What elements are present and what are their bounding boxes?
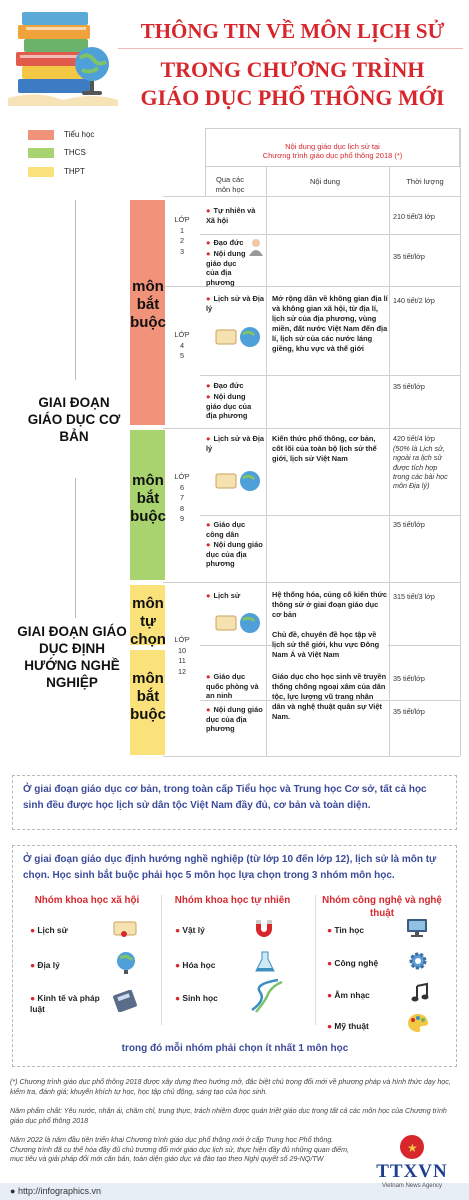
group-social-item: ● Địa lý [30,960,60,970]
content-r8: Giáo dục cho học sinh về truyền thống chống ngoại xâm của dân tộc, lực lượng vũ trang nhân dân và nghệ thuật quân sự Việt Nam. [272,672,387,721]
site-url[interactable] [10,1186,101,1196]
col-header-content: Nội dung [309,177,341,186]
stage-divider [75,200,76,380]
subject-dao-duc: ● Đạo đức [206,238,244,247]
info-box-vocational [12,845,457,1067]
table-header-line2: Chương trình giáo dục phổ thông 2018 (*) [262,151,403,161]
logo-text: TTXVN [376,1161,448,1182]
flask-icon [254,950,276,979]
col-header-time: Thời lượng [406,177,444,186]
time-r7: 315 tiết/3 lớp [393,592,435,601]
time-r4: 35 tiết/lớp [393,382,425,391]
table-row-divider [205,166,460,167]
site-url-text: http://infographics.vn [17,1186,102,1196]
grade-number: 6 [179,482,185,492]
gear-icon [407,950,429,977]
grade-number: 3 [179,246,185,256]
table-row-divider [163,582,460,583]
group-tech-title: Nhóm công nghệ và nghệ thuật [322,895,442,919]
grade-number: 10 [177,645,187,655]
music-note-icon [410,982,430,1009]
logo-subtext: Vietnam News Agency [382,1183,442,1189]
legend-label-thcs: THCS [64,148,86,157]
subject-lich-su-dia-ly: ● Lịch sử và Địa lý [206,434,265,453]
time-r1: 210 tiết/3 lớp [393,212,435,221]
group-social-title: Nhóm khoa học xã hội [34,895,140,906]
col-header-subject: Qua các môn học [215,175,245,194]
page-title-line2: TRONG CHƯƠNG TRÌNH [160,57,425,82]
teacher-icon [248,238,264,261]
grade-group-3 [171,472,193,525]
table-border [389,166,390,756]
table-row-divider [200,234,460,235]
scroll-globe-icon [214,326,264,355]
subject-dia-phuong: ● Nội dung giáo dục của địa phương [206,705,263,734]
table-row-divider [200,375,460,376]
grade-group-1 [171,215,193,257]
calculator-icon [112,990,138,1017]
group-footer: trong đó mỗi nhóm phải chọn ít nhất 1 môn học [121,1043,349,1054]
legend-swatch-thcs [28,148,54,158]
scroll-globe-icon [214,470,264,499]
title-divider [118,48,463,49]
grade-number: 7 [179,493,185,503]
footnote-2: Năm phẩm chất: Yêu nước, nhân ái, chăm chỉ, trung thực, trách nhiệm được quán triệt giáo dục trong tất cả các môn học của Chương trình giáo dục phổ thông 2018 [10,1107,447,1125]
group-natural-title: Nhóm khoa học tự nhiên [174,895,291,906]
table-header-title [205,128,460,166]
table-header-line1: Nội dung giáo dục lịch sử tại [285,142,380,151]
table-row-divider [163,428,460,429]
group-natural-item: ● Sinh học [175,993,218,1003]
subject-lich-su-dia-ly: ● Lịch sử và Địa lý [206,294,265,313]
grade-label: LỚP [174,472,190,481]
subject-tu-nhien-xa-hoi: ● Tự nhiên và Xã hội [206,206,256,225]
group-tech-item: ● Tin học [327,925,365,935]
time-r8: 35 tiết/lớp [393,674,425,683]
info-box-basic [12,775,457,830]
grade-label: LỚP [174,330,190,339]
ttxvn-logo [362,1135,462,1189]
grade-number: 9 [179,514,185,524]
subject-dia-phuong: ● Nội dung giáo dục của địa phương [206,392,252,421]
group-social-item: ● Kinh tế và pháp luật [30,993,100,1014]
page-title-line3: GIÁO DỤC PHỔ THÔNG MỚI [140,85,445,110]
magnet-icon [252,916,276,945]
grade-group-4 [171,635,193,677]
scroll-globe-icon [214,612,264,641]
palette-icon [406,1012,430,1039]
mandatory-label-secondary: môn bắt buộc [130,472,166,525]
grade-number: 2 [179,236,185,246]
table-border [266,166,267,756]
dna-icon [248,978,284,1019]
globe-icon [114,950,138,979]
logo-emblem: ★ [400,1135,424,1159]
table-row-divider [163,196,460,197]
subject-dia-phuong: ● Nội dung giáo dục của địa phương [206,249,246,287]
mandatory-label-high: môn bắt buộc [130,670,166,723]
time-r3: 140 tiết/2 lớp [393,296,435,305]
group-natural-item: ● Hóa học [175,960,216,970]
time-r2: 35 tiết/lớp [393,252,425,261]
stage-vocational-label: GIAI ĐOẠN GIÁO DỤC ĐỊNH HƯỚNG NGHỀ NGHIỆP [17,624,127,690]
subject-dia-phuong: ● Nội dung giáo dục của địa phương [206,540,263,569]
group-divider [161,895,162,1025]
globe-icon: ● [10,1186,16,1196]
grade-label: LỚP [174,635,190,644]
books-illustration [8,2,118,110]
subject-dao-duc: ● Đạo đức [206,381,244,390]
group-tech-item: ● Mỹ thuật [327,1021,369,1031]
group-natural-item: ● Vật lý [175,925,205,935]
grade-group-2 [171,330,193,362]
info-box-basic-text: Ở giai đoạn giáo dục cơ bản, trong toàn cấp Tiểu học và Trung học Cơ sở, tất cả học sinh đều được học lịch sử dân tộc Việt Nam đầy đủ, cơ bản và toàn diện. [23,784,427,811]
legend-label-tieu-hoc: Tiểu học [64,130,95,139]
content-r3: Mở rộng dần về không gian địa lí và không gian xã hội, từ địa lí, lịch sử của địa phương, vùng miền, đất nước Việt Nam đến địa lí, lịch sử của các nước láng giềng, khu vực và thế giới [272,294,388,353]
stage-divider [75,478,76,618]
mandatory-label-primary: môn bắt buộc [130,278,166,331]
footnote-3: Năm 2022 là năm đầu tiên triển khai Chương trình giáo dục phổ thông mới ở cấp Trung học Phổ thông. Chương trình đã cụ thể hóa đầy đủ chủ trương đổi mới giáo dục lịch sử, thực hiện đầy đủ những quan điểm, mục tiêu và giải pháp đổi mới căn bản, toàn diện giáo dục và đào tạo theo Nghị quyết số 29-NQ/TW [10,1136,349,1164]
footnote-1: (*) Chương trình giáo dục phổ thông 2018 được xây dựng theo hướng mở, đặc biệt chú trọng đổi mới về phương pháp và hình thức dạy học, kiểm tra, đánh giá; khuyến khích tự học, học tập chủ động, sáng tạo của học sinh. [10,1078,451,1096]
grade-number: 1 [179,225,185,235]
subject-gdqp: ● Giáo dục quốc phòng và an ninh [206,672,259,701]
page-title-line1: THÔNG TIN VỀ MÔN LỊCH SỬ [140,19,445,43]
time-r6: 35 tiết/lớp [393,520,425,529]
grade-label: LỚP [174,215,190,224]
legend-swatch-tieu-hoc [28,130,54,140]
group-tech-item: ● Âm nhạc [327,990,370,1000]
grade-number: 11 [178,656,186,666]
stage-basic-label: GIAI ĐOẠN GIÁO DỤC CƠ BẢN [27,395,121,444]
content-r5: Kiến thức phổ thông, cơ bản, cốt lõi của toàn bộ lịch sử thế giới, lịch sử Việt Nam [272,434,377,463]
table-row-divider [200,515,460,516]
content-r7b: Chủ đề, chuyên đề học tập về lịch sử thế giới, khu vực Đông Nam Á và Việt Nam [272,630,388,660]
scroll-icon [112,918,138,943]
table-row-divider [163,756,460,757]
monitor-icon [406,918,428,943]
grade-number: 5 [179,351,185,361]
elective-label: môn tự chọn [130,595,166,648]
subject-lich-su: ● Lịch sử [206,591,241,600]
table-border [205,166,206,196]
grade-number: 4 [179,340,185,350]
table-border [460,128,461,756]
grade-number: 8 [179,503,185,513]
legend-swatch-thpt [28,167,54,177]
info-box-vocational-text: Ở giai đoạn giáo dục định hướng nghề nghiệp (từ lớp 10 đến lớp 12), lịch sử là môn tự chọn. Học sinh bắt buộc phải học 5 môn học lựa chọn trong 3 nhóm môn học. [23,854,437,881]
legend-label-thpt: THPT [64,167,85,176]
time-r5-note: (50% là Lịch sử, ngoài ra lịch sử được tích hợp trong các bài học môn Địa lý) [393,444,448,491]
time-r5: 420 tiết/4 lớp [393,434,435,443]
group-social-item: ● Lịch sử [30,925,68,935]
time-r9: 35 tiết/lớp [393,707,425,716]
group-divider [315,895,316,1025]
group-tech-item: ● Công nghệ [327,958,379,968]
content-r7a: Hệ thống hóa, củng cố kiến thức thông sử ở giai đoạn giáo dục cơ bản [272,590,387,619]
subject-gdcd: ● Giáo dục công dân [206,520,246,539]
grade-number: 12 [177,666,187,676]
